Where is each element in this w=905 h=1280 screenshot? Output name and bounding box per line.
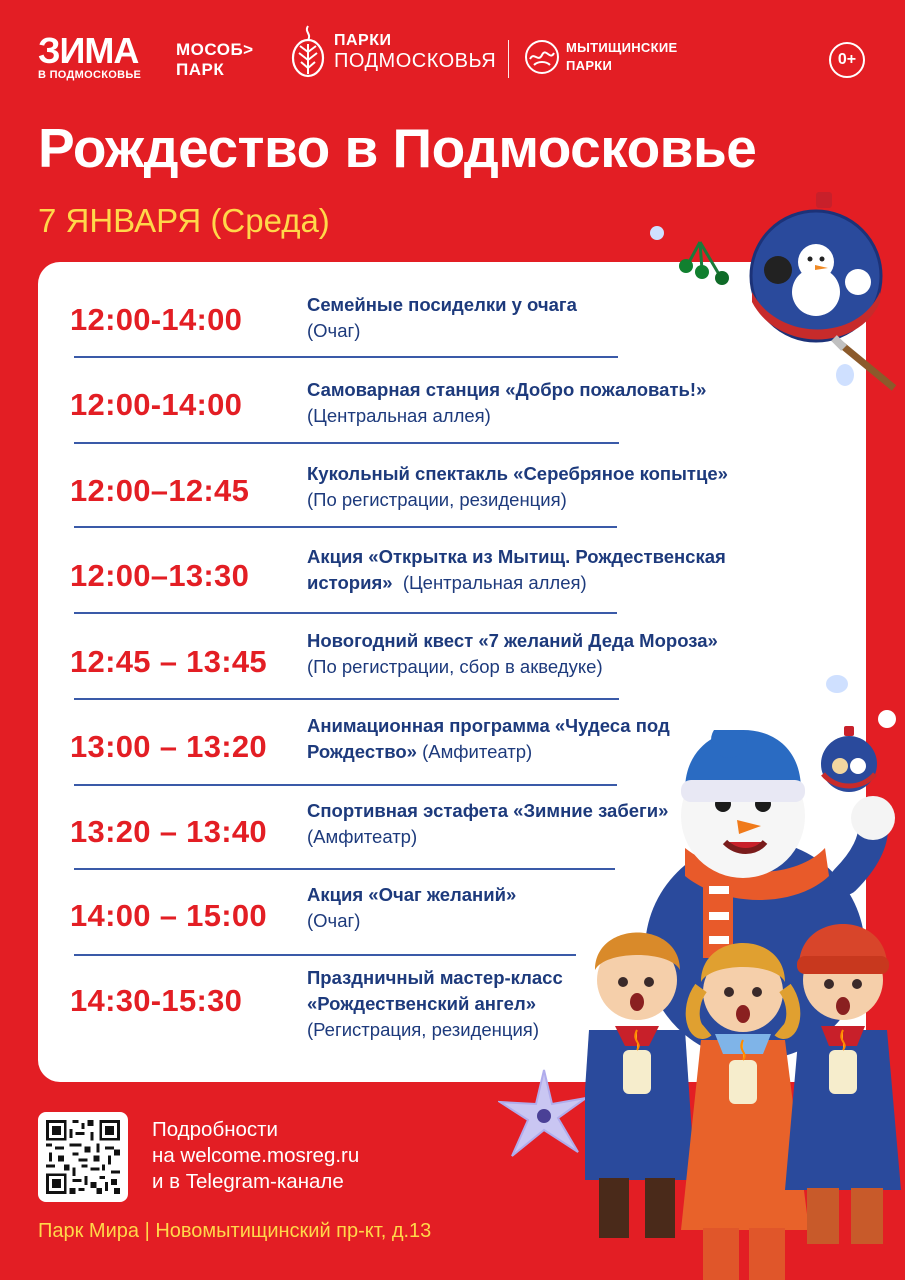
details-info (152, 1117, 359, 1195)
parki-logo-line2: ПОДМОСКОВЬЯ (334, 50, 497, 72)
mosoblpark-logo-line2: ПАРК (176, 60, 225, 79)
event-place: (Амфитеатр) (422, 741, 533, 762)
event-description (307, 628, 767, 680)
row-divider (74, 698, 619, 700)
mytishchi-logo-line2: ПАРКИ (566, 58, 613, 73)
parki-logo-line1: ПАРКИ (334, 32, 392, 49)
event-place: (Очаг) (307, 910, 361, 931)
snow-dot-decoration (650, 226, 664, 240)
snowflake-star-decoration (498, 1068, 590, 1160)
event-name: Анимационная программа «Чудеса под Рождество» (307, 715, 670, 762)
event-place: (По регистрации, резиденция) (307, 489, 567, 510)
event-description (307, 377, 747, 429)
qr-code-icon (46, 1120, 120, 1194)
snow-dot-decoration (836, 364, 854, 386)
event-time: 12:00–13:30 (70, 558, 250, 593)
row-divider (74, 784, 617, 786)
event-time: 12:00–12:45 (70, 473, 250, 508)
event-name: Акция «Очаг желаний» (307, 884, 517, 905)
event-name: Самоварная станция «Добро пожаловать!» (307, 379, 707, 400)
event-place: (По регистрации, сбор в акведуке) (307, 656, 603, 677)
row-divider (74, 868, 615, 870)
event-name: Акция «Открытка из Мытищ. Рождественская история» (307, 546, 726, 593)
details-line1: Подробности (152, 1118, 279, 1141)
details-line3: и в Telegram-канале (152, 1170, 344, 1193)
zima-logo-subtitle: В ПОДМОСКОВЬЕ (38, 69, 142, 81)
logo-divider (508, 40, 509, 78)
event-description (307, 544, 767, 596)
snowman-and-children-illustration (585, 730, 905, 1280)
event-description (307, 461, 767, 513)
mosoblpark-logo-line1: МОСОБ> (176, 40, 254, 59)
mosoblpark-logo (176, 40, 254, 80)
venue-address: Парк Мира | Новомытищинский пр-кт, д.13 (38, 1220, 432, 1242)
row-divider (74, 954, 576, 956)
event-date: 7 ЯНВАРЯ (Среда) (38, 202, 330, 239)
event-name: Новогодний квест «7 желаний Деда Мороза» (307, 630, 718, 651)
mytishchi-parks-logo (524, 39, 677, 75)
leaf-emblem-icon (290, 24, 326, 78)
mytishchi-emblem-icon (524, 39, 560, 75)
mytishchi-logo-line1: МЫТИЩИНСКИЕ (566, 40, 678, 55)
event-name: Праздничный мастер-класс «Рождественский ангел» (307, 967, 563, 1014)
snow-dot-decoration (878, 710, 896, 728)
page-title: Рождество в Подмосковье (38, 117, 757, 179)
event-time: 12:45 – 13:45 (70, 644, 267, 679)
event-name: Семейные посиделки у очага (307, 294, 577, 315)
christmas-ornament-decoration (748, 192, 898, 392)
event-place: (Очаг) (307, 320, 361, 341)
event-place: (Центральная аллея) (307, 405, 491, 426)
event-time: 13:00 – 13:20 (70, 729, 267, 764)
event-description (307, 292, 747, 344)
row-divider (74, 442, 619, 444)
event-description (307, 965, 607, 1043)
event-time: 12:00-14:00 (70, 302, 243, 337)
event-time: 14:30-15:30 (70, 983, 243, 1018)
event-time: 14:00 – 15:00 (70, 898, 267, 933)
event-time: 13:20 – 13:40 (70, 814, 267, 849)
event-name: Спортивная эстафета «Зимние забеги» (307, 800, 669, 821)
event-place: (Центральная аллея) (402, 572, 587, 593)
row-divider (74, 526, 617, 528)
event-name: Кукольный спектакль «Серебряное копытце» (307, 463, 728, 484)
row-divider (74, 612, 617, 614)
holly-berries-decoration (670, 232, 740, 292)
parki-podmoskovya-logo (290, 24, 496, 78)
row-divider (74, 356, 618, 358)
zima-logo-title: ЗИМА (38, 30, 139, 71)
snow-dot-decoration (826, 675, 848, 693)
age-rating-badge: 0+ (829, 42, 865, 78)
event-place: (Амфитеатр) (307, 826, 418, 847)
zima-logo (38, 30, 142, 81)
qr-code[interactable] (38, 1112, 128, 1202)
event-time: 12:00-14:00 (70, 387, 243, 422)
event-place: (Регистрация, резиденция) (307, 1019, 539, 1040)
details-link[interactable]: на welcome.mosreg.ru (152, 1144, 360, 1167)
